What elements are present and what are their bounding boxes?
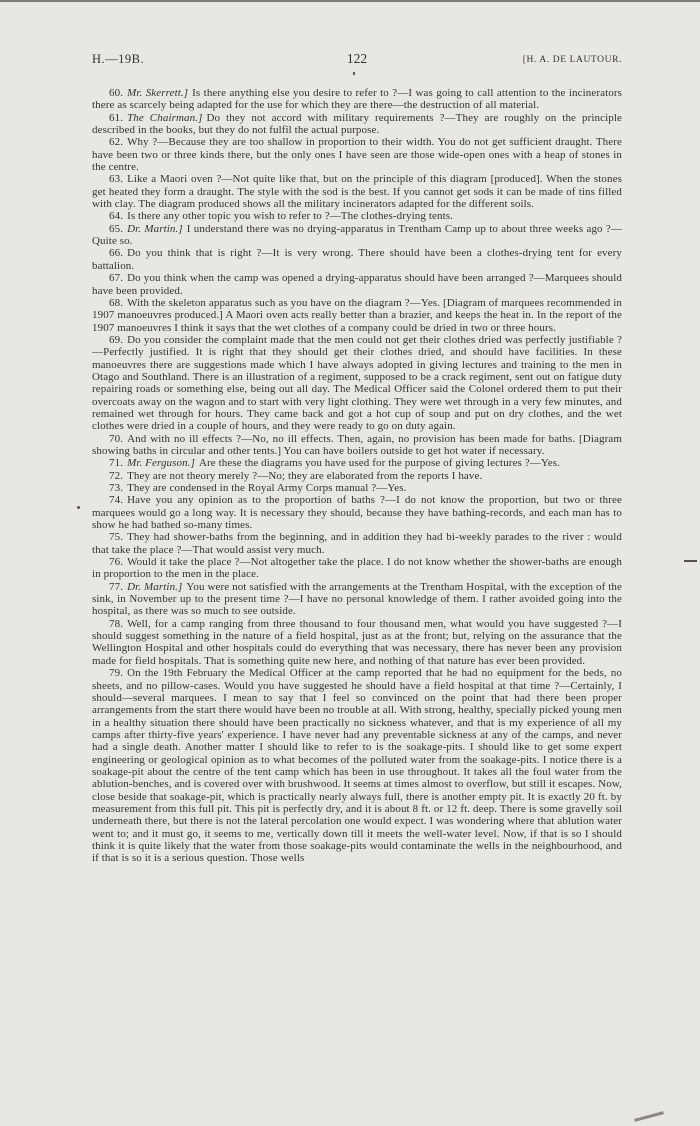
qa-paragraph <box>92 433 622 458</box>
paragraph-text: Is there anything else you desire to refer to ?—I was going to call attention to the incinerators there as scarcely being adapted for the use for which they are there—the destruction of all material. <box>92 87 622 112</box>
question-number: 60. <box>109 87 124 99</box>
question-number: 78. <box>109 617 124 630</box>
paragraph-text: Do you think that is right ?—It is very wrong. There should have been a clothes-drying tent for every battalion. <box>92 247 622 272</box>
qa-paragraph <box>92 247 622 272</box>
speaker-name: The Chairman.] <box>127 111 203 124</box>
paragraph-text: Are these the diagrams you have used for the purpose of giving lectures ?—Yes. <box>198 457 561 470</box>
question-number: 66. <box>109 247 124 260</box>
question-number: 73. <box>109 482 124 494</box>
qa-paragraph <box>92 272 622 297</box>
paragraph-text: Do you think when the camp was opened a drying-apparatus should have been arranged ?—Marquees should have been provided. <box>92 272 622 297</box>
qa-paragraph <box>92 136 622 173</box>
paragraph-text: Well, for a camp ranging from three thousand to four thousand men, what would you have suggested ?—I should suggest something in the nature of a field hospital, just as at the front; but, relying on the assurance that the Wellington Hospital and other hospitals could do everything that was necessary, there has never been any provision made for field hospitals. That is something quite new here, and nothing of that nature has ever been provided. <box>92 617 622 667</box>
qa-paragraph <box>92 87 622 112</box>
paragraph-text: Have you any opinion as to the proportion of baths ?—I do not know the proportion, but two or three marquees would go a long way. It is necessary they should, because they have bathing-records, and each man has to show he had bathed so-many times. <box>92 494 622 532</box>
scan-artifact <box>634 1111 664 1122</box>
paragraph-text: They are not theory merely ?—No; they are elaborated from the reports I have. <box>127 469 483 482</box>
paragraph-text: Would it take the place ?—Not altogether take the place. I do not know whether the shower-baths are enough in proportion to the men in the place. <box>92 556 622 581</box>
scan-artifact <box>353 72 355 75</box>
question-number: 74. <box>109 494 124 507</box>
question-number: 79. <box>109 667 124 680</box>
question-number: 70. <box>109 432 124 445</box>
question-number: 62. <box>109 136 124 149</box>
qa-paragraph <box>92 223 622 248</box>
paragraph-text: Do they not accord with military requirements ?—They are roughly on the principle described in the books, but they do not fulfil the actual purpose. <box>92 111 622 137</box>
speaker-name: Mr. Ferguson.] <box>127 457 195 470</box>
qa-paragraph <box>92 494 622 531</box>
qa-paragraph <box>92 470 622 482</box>
question-number: 72. <box>109 469 124 482</box>
question-number: 68. <box>109 296 124 309</box>
question-number: 65. <box>109 222 124 235</box>
qa-paragraph <box>92 112 622 137</box>
question-number: 63. <box>109 173 124 186</box>
paragraph-text: You were not satisfied with the arrangements at the Trentham Hospital, with the exception of the sink, in November up to the present time ?—I have no personal knowledge of them. I rather avoided going into the hospital, as there was so much to see outside. <box>92 580 623 618</box>
qa-paragraph <box>92 531 622 556</box>
paragraph-text: Why ?—Because they are too shallow in proportion to their width. You do not get sufficient draught. There have been two or three kinds there, but the only ones I have seen are those wide-open ones with a heap of stones in the centre. <box>92 136 622 174</box>
speaker-name: Mr. Skerrett.] <box>127 87 189 99</box>
paragraph-text: And with no ill effects ?—No, no ill effects. Then, again, no provision has been made for baths. [Diagram showing baths in circular and other tents.] You can have boilers outside to get hot water if necessary. <box>92 432 622 457</box>
question-number: 75. <box>109 531 124 544</box>
question-number: 76. <box>109 556 124 569</box>
document-reference: H.—19B. <box>92 52 145 66</box>
paragraph-text: On the 19th February the Medical Officer at the camp reported that he had no equipment for the beds, no sheets, and no pillow-cases. Would you have suggested he should have a field hospital at that time ?—Certainly, I should—several marquees. I mean to say that I feel so convinced on the point that had there been proper arrangements from the start there would have been no trouble at all. With strong, healthy, specially picked young men in a healthy situation there should have been practically no sickness whatever, and that is my experience of all my camps after thirty-five years' experience. I have never had any preventable sickness at any of the camps, and never had a single death. Another matter I should like to refer to is the soakage-pits. I should like to get some expert engineering or geological opinion as to what becomes of the polluted water from the soakage-pits. I notice there is a soakage-pit about the centre of the tent camp which has been in use throughout. It takes all the foul water from the ablution-benches, and is covered over with brushwood. It seems at times almost to overflow, but still it escapes. Now, close beside that soakage-pit, which is practically nearly always full, there is another empty pit. It is exactly 20 ft. by measurement from this full pit. This pit is perfectly dry, and it is about 8 ft. or 12 ft. deep. There is some gravelly soil underneath there, but there is not the lateral percolation one would expect. I was wondering where that ablution water went to; and it must go, it seems to me, vertically down till it meets the well-water level. Now, if that is so I should think it is quite likely that the water from those soakage-pits would contaminate the wells in the neighbourhood, and if that is so it is a serious question. Those wells <box>92 667 622 865</box>
paragraph-text: Do you consider the complaint made that the men could not get their clothes dried was perfectly justifiable ?—Perfectly justified. It is right that they should get their clothes dried, and should have facilities. In these manoeuvres there are suggestions made which I have always adopted in giving lectures and training to the men in Otago and Southland. There is an illustration of a regiment, supposed to be a crack regiment, sent out on fatigue duty repairing roads or something else, being out all day. The Medical Officer said the Colonel ordered them to put their overcoats away on the wagon and to start with very light clothing. They were wet through in a very few minutes, and remained wet through for hours. They came back and got a hot cup of soup and put on dry clothes, and the wet clothes were dried in a couple of hours, and they were ready to go on duty again. <box>92 333 622 433</box>
scan-artifact <box>77 506 80 509</box>
qa-paragraph <box>92 618 622 667</box>
page-header <box>92 52 622 68</box>
question-number: 71. <box>109 457 124 470</box>
qa-paragraph <box>92 667 622 865</box>
qa-paragraph <box>92 173 622 210</box>
qa-paragraph <box>92 210 622 222</box>
qa-paragraph <box>92 297 622 334</box>
paragraph-text: I understand there was no drying-apparatus in Trentham Camp up to about three weeks ago ?—Quite so. <box>92 222 622 248</box>
witness-name: [H. A. DE LAUTOUR. <box>522 55 622 65</box>
qa-paragraph <box>92 556 622 581</box>
question-number: 69. <box>109 333 124 346</box>
qa-paragraph <box>92 581 622 618</box>
page-number: 122 <box>346 51 368 66</box>
qa-paragraph <box>92 482 622 494</box>
paragraph-text: They had shower-baths from the beginning, and in addition they had bi-weekly parades to the river : would that take the place ?—That would assist very much. <box>92 531 622 556</box>
qa-paragraph <box>92 334 622 433</box>
page-body <box>92 87 622 865</box>
paragraph-text: With the skeleton apparatus such as you have on the diagram ?—Yes. [Diagram of marquees recommended in 1907 manoeuvres produced.] A Maori oven acts really better than a brazier, and keeps the heat in. In the report of the 1907 manoeuvres I think it says that the wet clothes of a company could be dried in two or three hours. <box>92 296 622 334</box>
qa-paragraph <box>92 457 622 469</box>
question-number: 64. <box>109 210 124 223</box>
question-number: 67. <box>109 272 124 285</box>
paragraph-text: Is there any other topic you wish to refer to ?—The clothes-drying tents. <box>127 210 453 223</box>
speaker-name: Dr. Martin.] <box>127 580 183 593</box>
paragraph-text: They are condensed in the Royal Army Corps manual ?—Yes. <box>127 482 407 494</box>
paragraph-text: Like a Maori oven ?—Not quite like that, but on the principle of this diagram [produced]. When the stones get heated they form a draught. The style with the sod is the best. If you cannot get sods it can be made of tins filled with clay. The diagram produced shows all the military incinerators adapted for the different soils. <box>92 173 622 211</box>
speaker-name: Dr. Martin.] <box>127 222 183 235</box>
question-number: 61. <box>109 111 124 124</box>
question-number: 77. <box>109 580 124 593</box>
scan-artifact <box>684 560 697 562</box>
